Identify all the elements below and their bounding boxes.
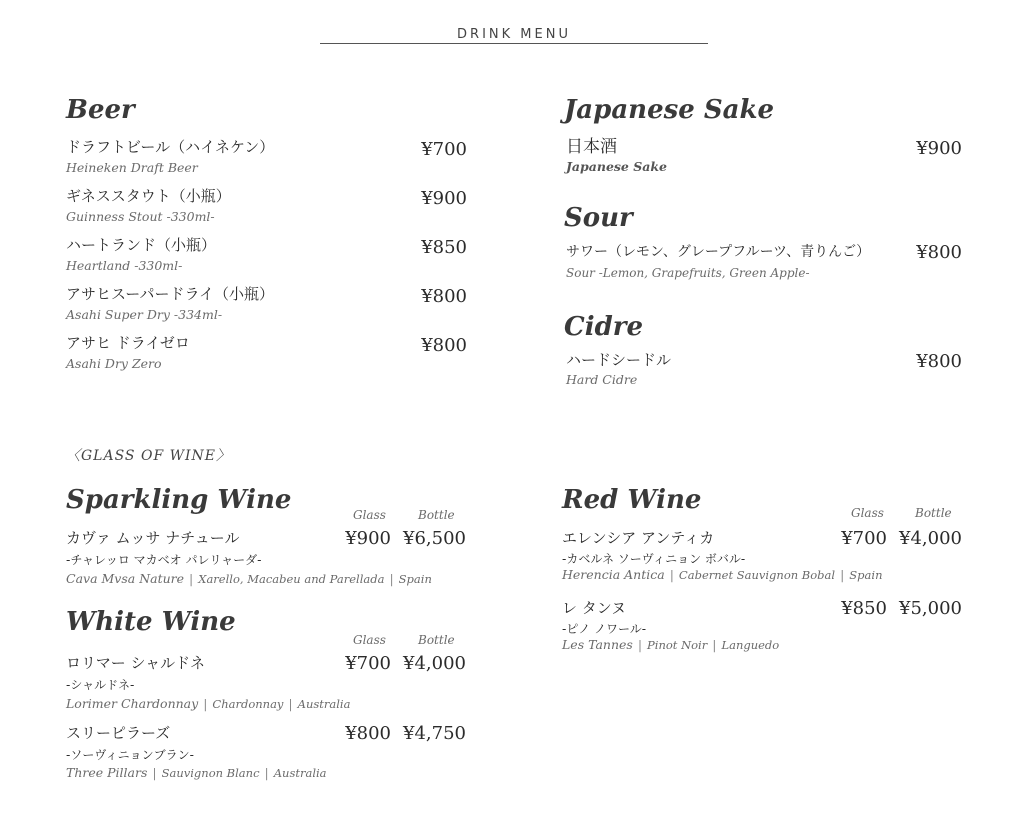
separator: | [712, 637, 717, 652]
sake-item-en: Japanese Sake [566, 159, 667, 174]
sour-title: Sour [564, 203, 633, 233]
white-glass-header: Glass [353, 633, 386, 647]
white-item-2-grape-jp: -ソーヴィニョンブラン- [66, 748, 194, 762]
red-item-2-glass-price: ¥850 [841, 598, 887, 619]
wine-grape: Cabernet Sauvignon Bobal [678, 568, 836, 582]
red-item-1-en [562, 567, 882, 583]
red-item-1-glass-price: ¥700 [841, 528, 887, 549]
red-item-2-grape-jp: -ピノ ノワール- [562, 622, 647, 636]
beer-item-1-price: ¥700 [421, 139, 467, 160]
sake-item-jp: 日本酒 [566, 137, 617, 157]
cidre-item-price: ¥800 [916, 351, 962, 372]
wine-region: Australia [273, 766, 327, 780]
red-item-1-grape-jp: -カベルネ ソーヴィニョン ボバル- [562, 552, 746, 566]
sparkling-glass-header: Glass [353, 508, 386, 522]
white-item-1-bottle-price: ¥4,000 [403, 653, 466, 674]
white-item-2-glass-price: ¥800 [345, 723, 391, 744]
red-bottle-header: Bottle [915, 506, 952, 520]
separator: | [389, 571, 394, 586]
beer-item-3-en: Heartland -330ml- [66, 258, 183, 273]
sparkling-bottle-header: Bottle [418, 508, 455, 522]
header-rule [320, 43, 708, 44]
white-item-2-jp: スリーピラーズ [66, 724, 171, 742]
separator: | [203, 696, 208, 711]
beer-item-3-jp: ハートランド（小瓶） [66, 236, 217, 254]
white-item-2-bottle-price: ¥4,750 [403, 723, 466, 744]
sour-item-en: Sour -Lemon, Grapefruits, Green Apple- [566, 266, 810, 280]
wine-grape: Chardonnay [212, 697, 284, 711]
sparkling-item-1-en [66, 571, 432, 587]
white-item-2-en [66, 765, 327, 781]
sour-item-price: ¥800 [916, 242, 962, 263]
white-bottle-header: Bottle [418, 633, 455, 647]
separator: | [669, 567, 674, 582]
page-title: DRINK MENU [457, 27, 571, 42]
wine-name: Three Pillars [66, 765, 148, 780]
wine-name: Lorimer Chardonnay [66, 696, 199, 711]
red-item-2-bottle-price: ¥5,000 [899, 598, 962, 619]
beer-item-5-price: ¥800 [421, 335, 467, 356]
wine-region: Spain [398, 572, 432, 586]
red-title: Red Wine [562, 485, 702, 515]
white-title: White Wine [66, 607, 236, 637]
red-item-1-jp: エレンシア アンティカ [562, 529, 715, 547]
white-item-1-grape-jp: -シャルドネ- [66, 678, 135, 692]
red-item-2-en [562, 637, 779, 653]
sour-item-jp: サワー（レモン、グレープフルーツ、青りんご） [566, 244, 871, 260]
cidre-title: Cidre [564, 312, 643, 342]
sparkling-item-1-grape-jp: -チャレッロ マカベオ パレリャーダ- [66, 553, 262, 567]
separator: | [840, 567, 845, 582]
wine-region: Languedo [721, 638, 780, 652]
wine-grape: Sauvignon Blanc [161, 766, 260, 780]
separator: | [152, 765, 157, 780]
white-item-1-en [66, 696, 350, 712]
beer-item-2-price: ¥900 [421, 188, 467, 209]
wine-grape: Pinot Noir [647, 638, 708, 652]
white-item-1-jp: ロリマー シャルドネ [66, 654, 206, 672]
wine-region: Australia [297, 697, 351, 711]
sparkling-item-1-glass-price: ¥900 [345, 528, 391, 549]
cidre-item-en: Hard Cidre [566, 372, 638, 387]
red-glass-header: Glass [851, 506, 884, 520]
beer-item-1-jp: ドラフトビール（ハイネケン） [66, 138, 275, 156]
separator: | [288, 696, 293, 711]
sparkling-title: Sparkling Wine [66, 485, 292, 515]
beer-item-4-en: Asahi Super Dry -334ml- [66, 307, 223, 322]
sparkling-item-1-bottle-price: ¥6,500 [403, 528, 466, 549]
beer-item-3-price: ¥850 [421, 237, 467, 258]
sake-item-price: ¥900 [916, 138, 962, 159]
beer-item-5-en: Asahi Dry Zero [66, 356, 162, 371]
separator: | [264, 765, 269, 780]
beer-title: Beer [66, 95, 135, 125]
sake-title: Japanese Sake [564, 95, 775, 125]
beer-item-5-jp: アサヒ ドライゼロ [66, 334, 190, 352]
wine-name: Herencia Antica [562, 567, 665, 582]
red-item-2-jp: レ タンヌ [562, 599, 627, 617]
cidre-item-jp: ハードシードル [566, 351, 672, 369]
separator: | [637, 637, 643, 652]
separator: | [189, 571, 194, 586]
beer-item-1-en: Heineken Draft Beer [66, 160, 198, 175]
wine-name: Les Tannes [562, 637, 633, 652]
wine-grape: Xarello, Macabeu and Parellada [198, 572, 385, 586]
beer-item-4-jp: アサヒスーパードライ（小瓶） [66, 285, 275, 303]
beer-item-4-price: ¥800 [421, 286, 467, 307]
white-item-1-glass-price: ¥700 [345, 653, 391, 674]
glass-of-wine-note: 〈GLASS OF WINE〉 [66, 448, 232, 464]
sparkling-item-1-jp: カヴァ ムッサ ナチュール [66, 529, 240, 547]
beer-item-2-en: Guinness Stout -330ml- [66, 209, 215, 224]
wine-name: Cava Mvsa Nature [66, 571, 185, 586]
red-item-1-bottle-price: ¥4,000 [899, 528, 962, 549]
beer-item-2-jp: ギネススタウト（小瓶） [66, 187, 231, 205]
wine-region: Spain [849, 568, 883, 582]
